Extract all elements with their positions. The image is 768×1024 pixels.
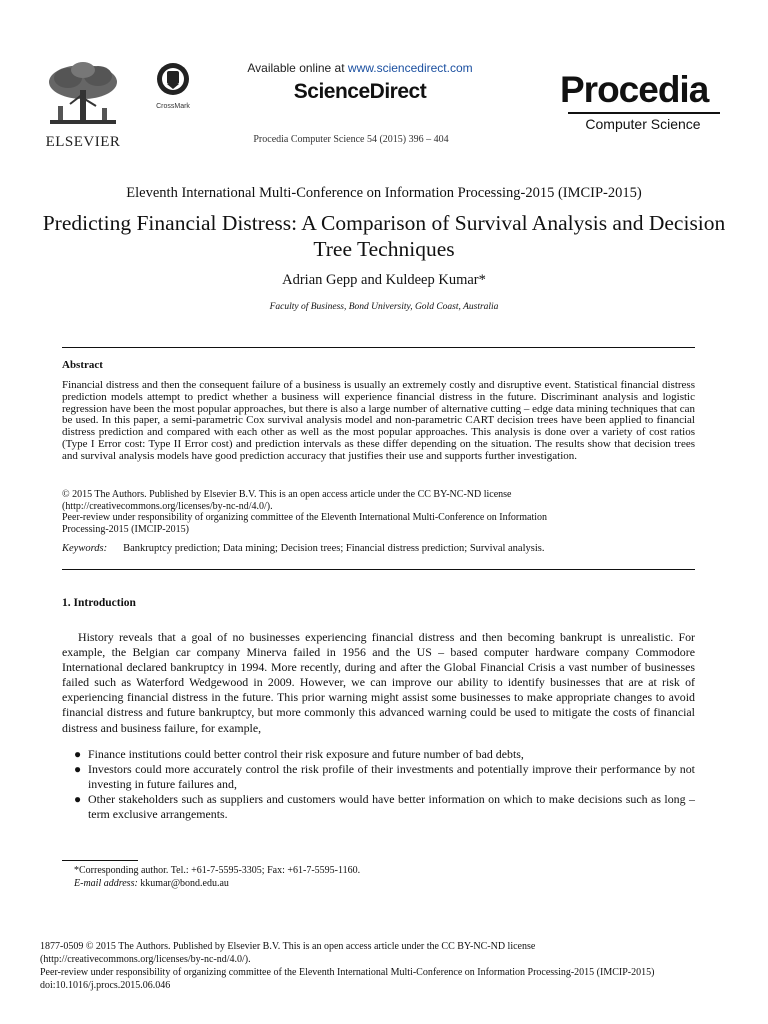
crossmark-badge[interactable] <box>150 62 196 110</box>
footer-issn-line: 1877-0509 © 2015 The Authors. Published by Elsevier B.V. This is an open access article under the CC BY-NC-ND license <box>40 941 536 952</box>
sciencedirect-logo: ScienceDirect <box>293 80 427 103</box>
procedia-logo <box>560 70 720 132</box>
bullet-icon: ● <box>74 747 82 761</box>
procedia-divider <box>568 112 720 114</box>
email-label: E-mail address: <box>74 878 138 889</box>
crossmark-icon <box>156 62 190 96</box>
email-address[interactable]: kkumar@bond.edu.au <box>137 878 229 889</box>
abstract-heading: Abstract <box>62 359 103 371</box>
footnote-divider <box>62 860 138 861</box>
list-item-text: Investors could more accurately control the risk profile of their investments and potentially improve their performance by not investing in future failures and, <box>88 762 695 792</box>
peer-review-line: Peer-review under responsibility of organizing committee of the Eleventh International Multi-Conference on Information <box>62 512 548 523</box>
keywords-list: Bankruptcy prediction; Data mining; Decision trees; Financial distress prediction; Survival analysis. <box>123 543 545 554</box>
keywords-label: Keywords: <box>62 543 108 554</box>
copyright-line: © 2015 The Authors. Published by Elsevier B.V. This is an open access article under the CC BY-NC-ND license <box>62 489 512 500</box>
page-footer <box>40 940 740 992</box>
elsevier-logo <box>40 60 126 151</box>
divider-top <box>62 347 695 348</box>
peer-review-line-cont: Processing-2015 (IMCIP-2015) <box>62 523 189 535</box>
procedia-subtitle: Computer Science <box>585 116 701 132</box>
paper-title: Predicting Financial Distress: A Comparison of Survival Analysis and Decision Tree Techniques <box>42 211 726 261</box>
license-link[interactable]: (http://creativecommons.org/licenses/by-nc-nd/4.0/). <box>62 500 273 512</box>
list-item-text: Other stakeholders such as suppliers and customers would have better information on which to make decisions such as long – term exclusive arrangements. <box>88 792 695 822</box>
intro-paragraph: History reveals that a goal of no businesses experiencing financial distress and then becoming bankrupt is unrealistic. For example, the Belgian car company Minerva failed in 1956 and the US – based computer hardware company Commodore International declared bankruptcy in 1994. More recently, during and after the Global Financial Crisis a vast number of businesses failed such as Waterford Wedgewood in 2009. However, we can improve our ability to identify businesses that are at risk of experiencing financial distress in the future. This prior warning might assist some businesses to make appropriate changes to avoid financial distress and future bankruptcy, but more commonly this advanced warning could be used to mitigate the costs of financial distress and business failure, for example, <box>62 630 695 735</box>
email-line <box>62 877 695 890</box>
elsevier-tree-icon <box>40 60 126 132</box>
keywords-line <box>62 543 695 554</box>
corresponding-author-note: *Corresponding author. Tel.: +61-7-5595-3305; Fax: +61-7-5595-1160. <box>74 865 361 876</box>
footer-doi[interactable]: doi:10.1016/j.procs.2015.06.046 <box>40 980 171 991</box>
available-prefix: Available online at <box>247 61 348 75</box>
available-online-line <box>200 61 520 75</box>
crossmark-label: CrossMark <box>156 103 190 110</box>
conference-name: Eleventh International Multi-Conference on Information Processing-2015 (IMCIP-2015) <box>126 185 642 201</box>
list-item-text: Finance institutions could better control their risk exposure and future number of bad debts, <box>88 747 524 761</box>
footer-peer-review: Peer-review under responsibility of organizing committee of the Eleventh International Multi-Conference on Information Processing-2015 (IMCIP-2015) <box>40 967 655 978</box>
journal-reference: Procedia Computer Science 54 (2015) 396 – 404 <box>253 134 449 145</box>
footer-license-link[interactable]: (http://creativecommons.org/licenses/by-nc-nd/4.0/). <box>40 954 251 965</box>
footnote <box>62 864 695 890</box>
list-item <box>62 747 695 762</box>
bullet-icon: ● <box>74 762 82 777</box>
procedia-wordmark: Procedia <box>560 69 709 110</box>
copyright-block <box>62 489 695 535</box>
list-item <box>62 762 695 792</box>
abstract-text: Financial distress and then the consequent failure of a business is usually an extremely costly and disruptive event. Statistical financial distress prediction models attempt to predict whether a business will experience financial distress in the future. Discriminant analysis and logistic regression have been the most popular approaches, but there is also a large number of alternative cutting – edge data mining techniques that can be used. In this paper, a semi-parametric Cox survival analysis model and non-parametric CART decision trees have been applied to financial distress prediction and compared with each other as well as the most popular approaches. This analysis is done over a variety of cost ratios (Type I Error cost: Type II Error cost) and prediction intervals as these differ depending on the situation. The results show that decision trees and survival analysis models have good prediction accuracy that justifies their use and supports further investigation. <box>62 379 695 462</box>
paper-authors: Adrian Gepp and Kuldeep Kumar* <box>282 272 486 288</box>
divider-bottom <box>62 569 695 570</box>
author-affiliation: Faculty of Business, Bond University, Gold Coast, Australia <box>269 302 499 312</box>
section-heading-introduction: 1. Introduction <box>62 597 136 609</box>
intro-bullet-list <box>62 747 695 822</box>
elsevier-wordmark: ELSEVIER <box>45 134 121 150</box>
bullet-icon: ● <box>74 792 82 807</box>
list-item <box>62 792 695 822</box>
sciencedirect-link[interactable]: www.sciencedirect.com <box>347 61 473 75</box>
